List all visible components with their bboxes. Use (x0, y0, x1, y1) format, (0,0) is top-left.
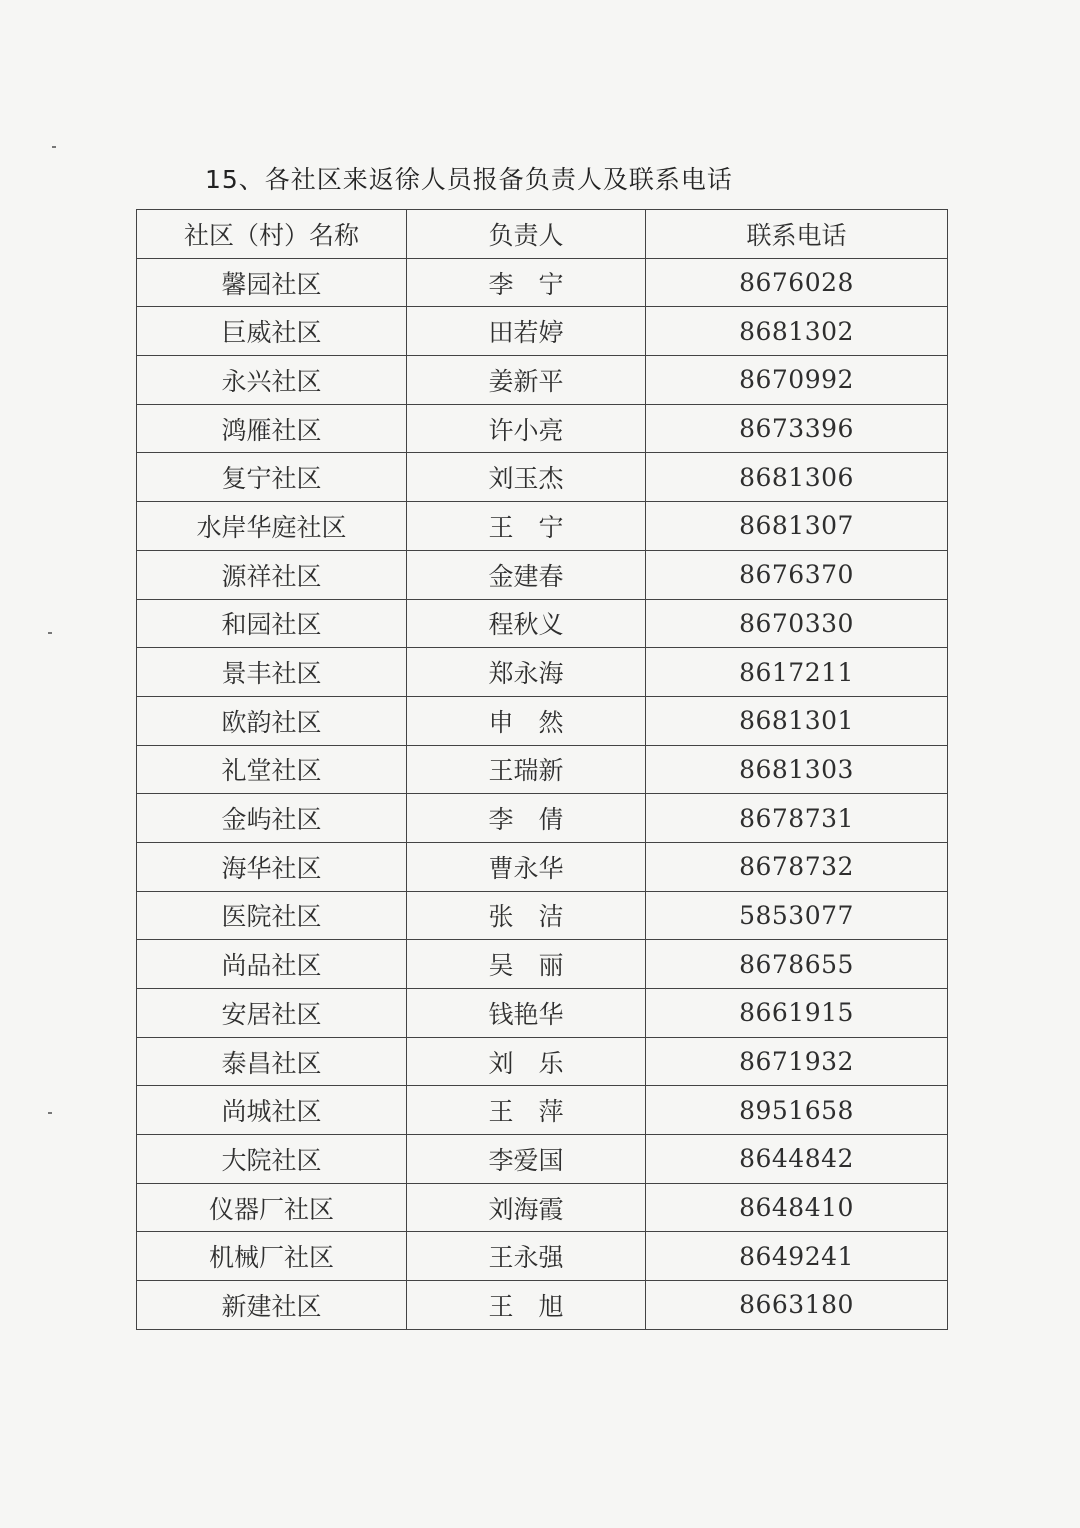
community-name-cell: 大院社区 (137, 1135, 407, 1184)
person-in-charge-cell: 王瑞新 (407, 745, 646, 794)
table-row (137, 745, 948, 794)
phone-cell: 8681302 (646, 307, 948, 356)
person-in-charge-cell: 王 旭 (407, 1281, 646, 1330)
table-row (137, 1037, 948, 1086)
phone-cell: 8661915 (646, 989, 948, 1038)
community-name-cell: 景丰社区 (137, 648, 407, 697)
table-row (137, 307, 948, 356)
person-in-charge-cell: 李 宁 (407, 258, 646, 307)
table-row (137, 940, 948, 989)
phone-cell: 8678655 (646, 940, 948, 989)
document-title: 15、各社区来返徐人员报备负责人及联系电话 (205, 165, 733, 194)
community-name-cell: 海华社区 (137, 842, 407, 891)
community-name-cell: 鸿雁社区 (137, 404, 407, 453)
community-name-cell: 巨威社区 (137, 307, 407, 356)
table-row (137, 1086, 948, 1135)
person-in-charge-cell: 吴 丽 (407, 940, 646, 989)
phone-cell: 8681307 (646, 502, 948, 551)
phone-cell: 5853077 (646, 891, 948, 940)
person-in-charge-cell: 程秋义 (407, 599, 646, 648)
community-name-cell: 源祥社区 (137, 550, 407, 599)
phone-cell: 8678732 (646, 842, 948, 891)
phone-cell: 8678731 (646, 794, 948, 843)
community-name-cell: 和园社区 (137, 599, 407, 648)
table-row (137, 989, 948, 1038)
person-in-charge-cell: 郑永海 (407, 648, 646, 697)
community-name-cell: 金屿社区 (137, 794, 407, 843)
table-row (137, 696, 948, 745)
scan-speck (48, 1112, 52, 1114)
header-phone: 联系电话 (646, 210, 948, 259)
contact-table (136, 209, 948, 1330)
phone-cell: 8951658 (646, 1086, 948, 1135)
person-in-charge-cell: 张 洁 (407, 891, 646, 940)
phone-cell: 8673396 (646, 404, 948, 453)
table-row (137, 258, 948, 307)
table-header-row (137, 210, 948, 259)
community-name-cell: 礼堂社区 (137, 745, 407, 794)
person-in-charge-cell: 李 倩 (407, 794, 646, 843)
community-name-cell: 永兴社区 (137, 356, 407, 405)
person-in-charge-cell: 刘 乐 (407, 1037, 646, 1086)
phone-cell: 8671932 (646, 1037, 948, 1086)
person-in-charge-cell: 刘海霞 (407, 1183, 646, 1232)
phone-cell: 8676370 (646, 550, 948, 599)
community-name-cell: 泰昌社区 (137, 1037, 407, 1086)
phone-cell: 8648410 (646, 1183, 948, 1232)
community-name-cell: 尚城社区 (137, 1086, 407, 1135)
scan-speck (48, 632, 52, 634)
community-name-cell: 新建社区 (137, 1281, 407, 1330)
person-in-charge-cell: 刘玉杰 (407, 453, 646, 502)
header-person-in-charge: 负责人 (407, 210, 646, 259)
table-row (137, 842, 948, 891)
table-body (137, 258, 948, 1329)
phone-cell: 8663180 (646, 1281, 948, 1330)
phone-cell: 8617211 (646, 648, 948, 697)
community-name-cell: 仪器厂社区 (137, 1183, 407, 1232)
community-name-cell: 安居社区 (137, 989, 407, 1038)
person-in-charge-cell: 李爱国 (407, 1135, 646, 1184)
table-row (137, 1183, 948, 1232)
community-name-cell: 欧韵社区 (137, 696, 407, 745)
phone-cell: 8681301 (646, 696, 948, 745)
person-in-charge-cell: 钱艳华 (407, 989, 646, 1038)
phone-cell: 8670992 (646, 356, 948, 405)
person-in-charge-cell: 许小亮 (407, 404, 646, 453)
person-in-charge-cell: 申 然 (407, 696, 646, 745)
phone-cell: 8681306 (646, 453, 948, 502)
table-row (137, 404, 948, 453)
person-in-charge-cell: 田若婷 (407, 307, 646, 356)
table-row (137, 453, 948, 502)
person-in-charge-cell: 曹永华 (407, 842, 646, 891)
phone-cell: 8649241 (646, 1232, 948, 1281)
person-in-charge-cell: 金建春 (407, 550, 646, 599)
community-name-cell: 尚品社区 (137, 940, 407, 989)
table-row (137, 648, 948, 697)
community-name-cell: 水岸华庭社区 (137, 502, 407, 551)
person-in-charge-cell: 王永强 (407, 1232, 646, 1281)
phone-cell: 8676028 (646, 258, 948, 307)
table-row (137, 1135, 948, 1184)
person-in-charge-cell: 王 萍 (407, 1086, 646, 1135)
table-row (137, 550, 948, 599)
community-name-cell: 机械厂社区 (137, 1232, 407, 1281)
phone-cell: 8681303 (646, 745, 948, 794)
community-name-cell: 医院社区 (137, 891, 407, 940)
table-row (137, 502, 948, 551)
table-row (137, 1281, 948, 1330)
scan-speck (52, 146, 56, 148)
community-name-cell: 复宁社区 (137, 453, 407, 502)
table-row (137, 794, 948, 843)
table-row (137, 356, 948, 405)
person-in-charge-cell: 姜新平 (407, 356, 646, 405)
table-row (137, 1232, 948, 1281)
phone-cell: 8670330 (646, 599, 948, 648)
person-in-charge-cell: 王 宁 (407, 502, 646, 551)
header-community: 社区（村）名称 (137, 210, 407, 259)
table-row (137, 599, 948, 648)
community-name-cell: 馨园社区 (137, 258, 407, 307)
table-row (137, 891, 948, 940)
phone-cell: 8644842 (646, 1135, 948, 1184)
